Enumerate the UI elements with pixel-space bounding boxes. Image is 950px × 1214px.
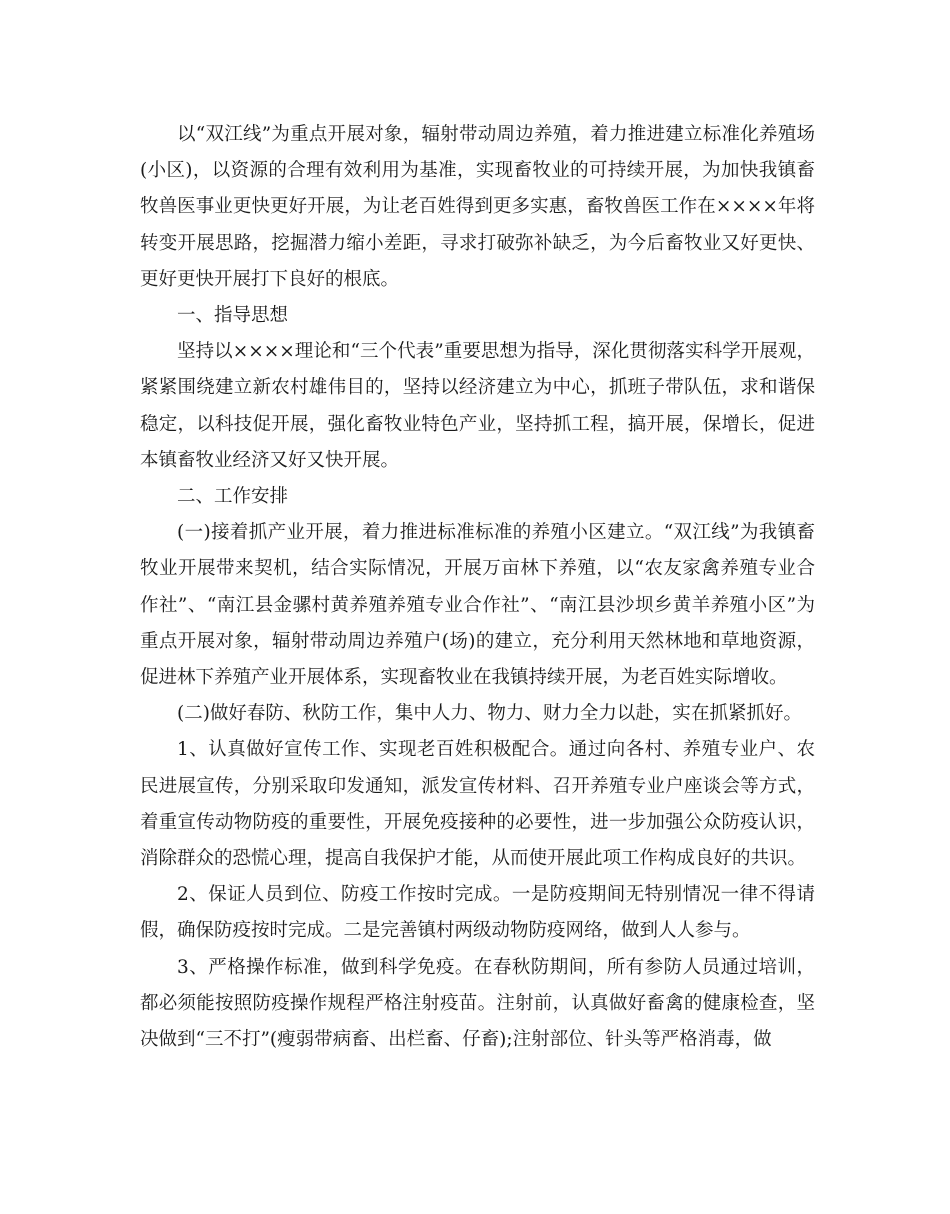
guiding-ideology-paragraph: 坚持以××××理论和“三个代表”重要思想为指导，深化贯彻落实科学开展观，紧紧围绕建立新农村雄伟目的，坚持以经济建立为中心，抓班子带队伍，求和谐保稳定，以科技促开展，强化畜牧业特色产业，坚持抓工程，搞开展，保增长，促进本镇畜牧业经济又好又快开展。: [140, 341, 815, 471]
section-heading-work-arrangement: 二、工作安排: [177, 486, 289, 508]
subitem-2-paragraph: 2、保证人员到位、防疫工作按时完成。一是防疫期间无特别情况一律不得请假，确保防疫按时完成。二是完善镇村两级动物防疫网络，做到人人参与。: [140, 884, 815, 942]
document-body: [140, 117, 815, 1058]
work-item-2-paragraph: (二)做好春防、秋防工作，集中人力、物力、财力全力以赴，实在抓紧抓好。: [177, 703, 802, 725]
section-heading-guiding-ideology: 一、指导思想: [177, 305, 289, 327]
intro-paragraph: 以“双江线”为重点开展对象，辐射带动周边养殖，着力推进建立标准化养殖场(小区)，以资源的合理有效利用为基准，实现畜牧业的可持续开展，为加快我镇畜牧兽医事业更快更好开展，为让老百姓得到更多实惠，畜牧兽医工作在××××年将转变开展思路，挖掘潜力缩小差距，寻求打破弥补缺乏，为今后畜牧业又好更快、更好更快开展打下良好的根底。: [140, 124, 815, 290]
subitem-1-paragraph: 1、认真做好宣传工作、实现老百姓积极配合。通过向各村、养殖专业户、农民进展宣传，分别采取印发通知，派发宣传材料、召开养殖专业户座谈会等方式，着重宣传动物防疫的重要性，开展免疫接种的必要性，进一步加强公众防疫认识，消除群众的恐慌心理，提高自我保护才能，从而使开展此项工作构成良好的共识。: [140, 739, 815, 870]
work-item-1-paragraph: (一)接着抓产业开展，着力推进标准标准的养殖小区建立。“双江线”为我镇畜牧业开展带来契机，结合实际情况，开展万亩林下养殖，以“农友家禽养殖专业合作社”、“南江县金骡村黄养殖养殖专业合作社”、“南江县沙坝乡黄羊养殖小区”为重点开展对象，辐射带动周边养殖户(场)的建立，充分利用天然林地和草地资源，促进林下养殖产业开展体系，实现畜牧业在我镇持续开展，为老百姓实际增收。: [140, 522, 815, 689]
subitem-3-paragraph: 3、严格操作标准，做到科学免疫。在春秋防期间，所有参防人员通过培训，都必须能按照防疫操作规程严格注射疫苗。注射前，认真做好畜禽的健康检查，坚决做到“三不打”(瘦弱带病畜、出栏畜、仔畜);注射部位、针头等严格消毒，做: [140, 956, 815, 1051]
